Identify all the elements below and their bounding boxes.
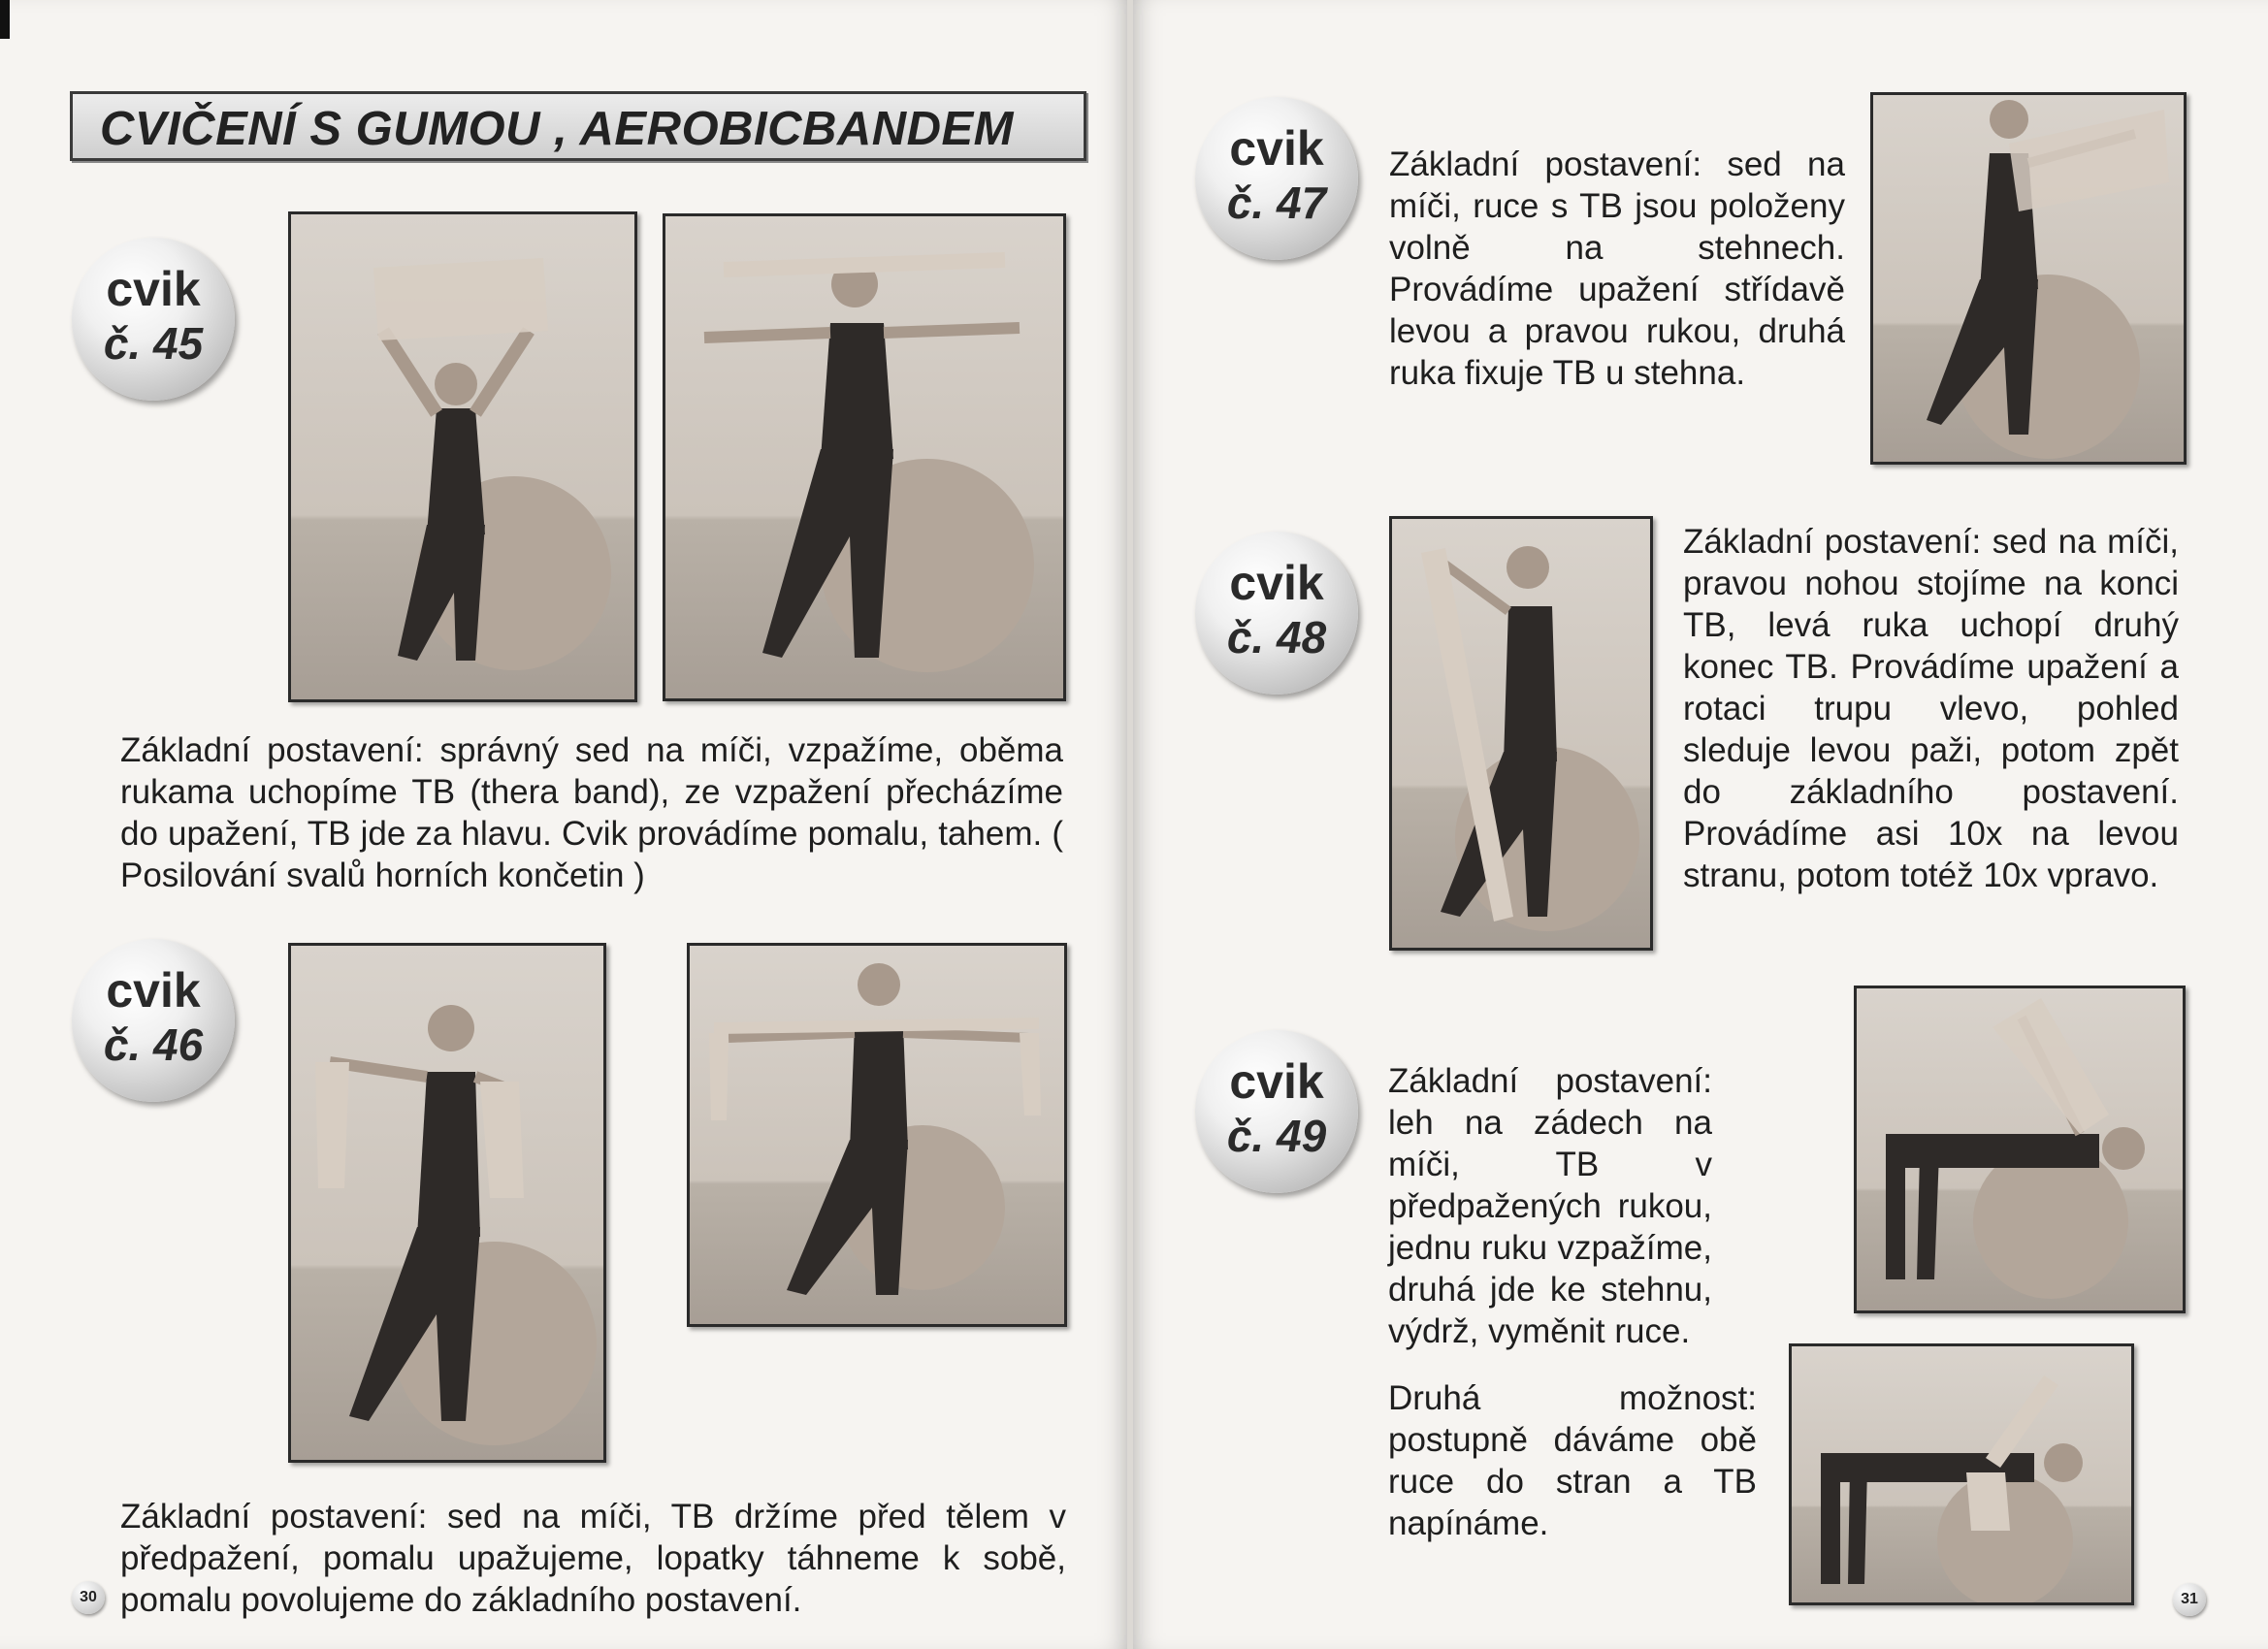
right-page — [1133, 0, 2268, 1649]
badge-number: č. 48 — [1226, 612, 1327, 663]
exercise-badge-45 — [72, 238, 235, 401]
badge-number: č. 46 — [103, 1019, 204, 1070]
exercise-45-description: Základní postavení: správný sed na míči, vzpažíme, oběma rukama uchopíme TB (thera band), ze vzpažení přecházíme do upažení, TB jde za hlavu. Cvik provádíme pomalu, tahem. ( Posilování svalů horních končetin ) — [120, 731, 1063, 894]
section-title-box — [70, 91, 1086, 161]
exercise-45-photo-1 — [288, 211, 637, 702]
exercise-46-photo-2 — [687, 943, 1067, 1327]
exercise-45-photo-2 — [663, 213, 1066, 701]
badge-label: cvik — [106, 262, 201, 316]
badge-label: cvik — [1229, 556, 1324, 610]
left-page — [0, 0, 1127, 1649]
exercise-badge-48 — [1195, 532, 1358, 695]
badge-label: cvik — [106, 963, 201, 1018]
exercise-48-photo — [1389, 516, 1653, 951]
section-title: CVIČENÍ S GUMOU , AEROBICBANDEM — [100, 103, 1015, 155]
binding-edge — [0, 0, 10, 39]
exercise-49-description: Základní postavení: leh na zádech na míči, TB v předpažených rukou, jednu ruku vzpažíme, druhá jde ke stehnu, výdrž, vyměnit ruce. — [1388, 1062, 1712, 1350]
exercise-47-description: Základní postavení: sed na míči, ruce s TB jsou položeny volně na stehnech. Provádíme upažení střídavě levou a pravou rukou, druhá ruka fixuje TB u stehna. — [1389, 146, 1845, 392]
exercise-46-photo-1 — [288, 943, 606, 1463]
exercise-badge-47 — [1195, 97, 1358, 260]
exercise-badge-46 — [72, 939, 235, 1102]
badge-label: cvik — [1229, 1054, 1324, 1109]
exercise-47-photo — [1870, 92, 2187, 465]
page-number-right: 31 — [2173, 1583, 2206, 1616]
page-number-left: 30 — [72, 1581, 105, 1614]
exercise-46-description: Základní postavení: sed na míči, TB držíme před tělem v předpažení, pomalu upažujeme, lopatky táhneme k sobě, pomalu povolujeme do základního postavení. — [120, 1498, 1066, 1619]
exercise-badge-49 — [1195, 1030, 1358, 1193]
badge-number: č. 47 — [1226, 178, 1327, 228]
exercise-49-alternative: Druhá možnost: postupně dáváme obě ruce do stran a TB napínáme. — [1388, 1379, 1757, 1542]
badge-label: cvik — [1229, 121, 1324, 176]
exercise-49-photo-1 — [1854, 986, 2186, 1313]
exercise-48-description: Základní postavení: sed na míči, pravou nohou stojíme na konci TB, levá ruka uchopí druhý konec TB. Provádíme upažení a rotaci trupu vlevo, pohled sleduje levou paži, potom zpět do základního postavení. Provádíme asi 10x na levou stranu, potom totéž 10x vpravo. — [1683, 523, 2179, 894]
badge-number: č. 45 — [103, 318, 204, 369]
badge-number: č. 49 — [1226, 1111, 1327, 1161]
exercise-49-photo-2 — [1789, 1343, 2134, 1605]
